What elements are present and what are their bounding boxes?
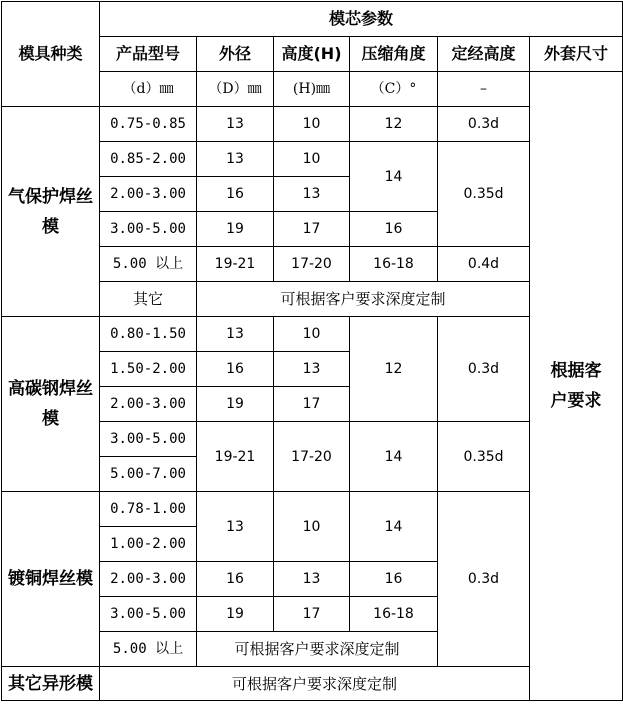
angle-cell: 16 — [350, 562, 438, 597]
angle-cell: 14 — [350, 142, 438, 212]
mold-type-text: 气保护焊丝模 — [8, 186, 93, 237]
unit-model: （d）㎜ — [100, 72, 197, 107]
sizing-height-cell: 0.35d — [438, 422, 530, 492]
height-cell: 10 — [274, 142, 350, 177]
height-cell: 17 — [274, 387, 350, 422]
outer-diameter-cell: 13 — [197, 107, 274, 142]
outer-diameter-cell: 16 — [197, 562, 274, 597]
model-cell: 5.00 以上 — [100, 247, 197, 282]
mold-type-label: 镀铜焊丝模 — [2, 492, 100, 667]
angle-cell: 16-18 — [350, 247, 438, 282]
custom-note: 可根据客户要求深度定制 — [100, 667, 530, 701]
outer-diameter-cell: 13 — [197, 492, 274, 562]
header-outer-diameter: 外径 — [197, 37, 274, 72]
angle-cell: 14 — [350, 422, 438, 492]
unit-height: (H)㎜ — [274, 72, 350, 107]
header-row-1 — [2, 2, 623, 37]
outer-diameter-cell: 19-21 — [197, 247, 274, 282]
casing-size-note-text: 根据客户要求 — [550, 361, 602, 411]
model-cell: 2.00-3.00 — [100, 387, 197, 422]
model-cell: 0.85-2.00 — [100, 142, 197, 177]
model-cell: 其它 — [100, 282, 197, 317]
outer-diameter-cell: 19 — [197, 212, 274, 247]
casing-size-note — [530, 72, 623, 701]
mold-type-text: 高碳钢焊丝模 — [8, 379, 93, 429]
header-height: 高度(H) — [274, 37, 350, 72]
height-cell: 13 — [274, 562, 350, 597]
header-model: 产品型号 — [100, 37, 197, 72]
outer-diameter-cell: 19-21 — [197, 422, 274, 492]
header-core-params: 模芯参数 — [100, 2, 623, 37]
sizing-height-cell: 0.3d — [438, 492, 530, 667]
custom-note: 可根据客户要求深度定制 — [197, 282, 530, 317]
model-cell: 3.00-5.00 — [100, 597, 197, 632]
height-cell: 17 — [274, 212, 350, 247]
mold-type-label — [2, 107, 100, 317]
table-row — [2, 667, 623, 701]
table-row — [2, 107, 623, 142]
height-cell: 17-20 — [274, 247, 350, 282]
unit-angle: （C）° — [350, 72, 438, 107]
sizing-height-cell: 0.4d — [438, 247, 530, 282]
angle-cell: 12 — [350, 107, 438, 142]
height-cell: 13 — [274, 352, 350, 387]
height-cell: 17-20 — [274, 422, 350, 492]
mold-type-label — [2, 317, 100, 492]
header-angle: 压缩角度 — [350, 37, 438, 72]
sizing-height-cell: 0.3d — [438, 107, 530, 142]
header-mold-type: 模具种类 — [2, 2, 100, 107]
height-cell: 13 — [274, 177, 350, 212]
table-row — [2, 317, 623, 352]
model-cell: 1.00-2.00 — [100, 527, 197, 562]
header-sizing-height: 定经高度 — [438, 37, 530, 72]
mold-spec-table — [1, 1, 623, 701]
model-cell: 0.75-0.85 — [100, 107, 197, 142]
height-cell: 10 — [274, 317, 350, 352]
header-casing-size: 外套尺寸 — [530, 37, 623, 72]
model-cell: 5.00 以上 — [100, 632, 197, 667]
model-cell: 2.00-3.00 — [100, 562, 197, 597]
model-cell: 0.80-1.50 — [100, 317, 197, 352]
height-cell: 10 — [274, 107, 350, 142]
custom-note: 可根据客户要求深度定制 — [197, 632, 438, 667]
angle-cell: 14 — [350, 492, 438, 562]
model-cell: 3.00-5.00 — [100, 422, 197, 457]
mold-type-label: 其它异形模 — [2, 667, 100, 701]
angle-cell: 16-18 — [350, 597, 438, 632]
unit-outer-diameter: （D）㎜ — [197, 72, 274, 107]
angle-cell: 16 — [350, 212, 438, 247]
outer-diameter-cell: 13 — [197, 317, 274, 352]
model-cell: 0.78-1.00 — [100, 492, 197, 527]
model-cell: 5.00-7.00 — [100, 457, 197, 492]
height-cell: 17 — [274, 597, 350, 632]
outer-diameter-cell: 13 — [197, 142, 274, 177]
outer-diameter-cell: 16 — [197, 352, 274, 387]
model-cell: 1.50-2.00 — [100, 352, 197, 387]
angle-cell: 12 — [350, 317, 438, 422]
outer-diameter-cell: 19 — [197, 387, 274, 422]
height-cell: 10 — [274, 492, 350, 562]
model-cell: 3.00-5.00 — [100, 212, 197, 247]
sizing-height-cell: 0.3d — [438, 317, 530, 422]
unit-sizing-height: – — [438, 72, 530, 107]
outer-diameter-cell: 19 — [197, 597, 274, 632]
model-cell: 2.00-3.00 — [100, 177, 197, 212]
sizing-height-cell: 0.35d — [438, 142, 530, 247]
table-row — [2, 492, 623, 527]
outer-diameter-cell: 16 — [197, 177, 274, 212]
